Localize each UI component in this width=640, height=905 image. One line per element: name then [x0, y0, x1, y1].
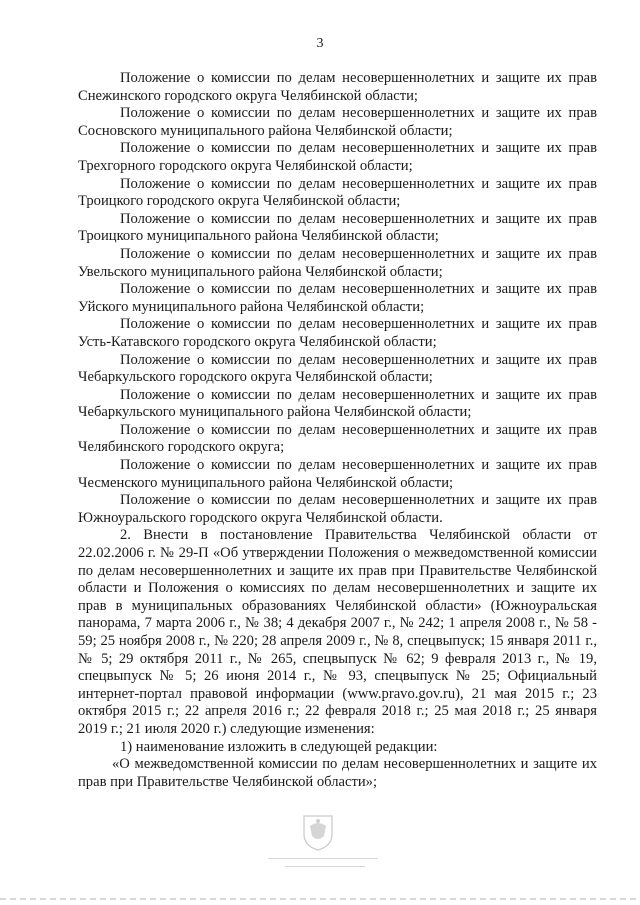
regulation-item-chebarkul-district: Положение о комиссии по делам несовершеннолетних и защите их прав Чебаркульского муниципального района Челябинской области; [78, 386, 597, 421]
new-title-quote: «О межведомственной комиссии по делам несовершеннолетних и защите их прав при Правительстве Челябинской области»; [78, 756, 597, 790]
coat-of-arms-icon [300, 812, 336, 852]
regulation-item-chelyabinsk: Положение о комиссии по делам несовершеннолетних и защите их прав Челябинского городского округа; [78, 421, 597, 456]
regulation-item-snezhinsk: Положение о комиссии по делам несовершеннолетних и защите их прав Снежинского городского округа Челябинской области; [78, 70, 597, 104]
regulation-item-ust-katav: Положение о комиссии по делам несовершеннолетних и защите их прав Усть-Катавского городского округа Челябинской области; [78, 316, 597, 350]
scan-edge [0, 898, 640, 900]
regulation-item-uysky: Положение о комиссии по делам несовершеннолетних и защите их прав Уйского муниципального района Челябинской области; [78, 281, 597, 315]
regulation-item-chebarkul-city: Положение о комиссии по делам несовершеннолетних и защите их прав Чебаркульского городского округа Челябинской области; [78, 351, 597, 386]
regulation-item-yuzhnouralsk: Положение о комиссии по делам несовершеннолетних и защите их прав Южноуральского городского округа Челябинской области. [78, 492, 597, 526]
amendment-subitem-1: 1) наименование изложить в следующей редакции: [120, 738, 438, 755]
regulation-item-sosnovsky: Положение о комиссии по делам несовершеннолетних и защите их прав Сосновского муниципального района Челябинской области; [78, 105, 597, 139]
regulation-item-trekhgorny: Положение о комиссии по делам несовершеннолетних и защите их прав Трехгорного городского округа Челябинской области; [78, 140, 597, 174]
amendment-paragraph: 2. Внести в постановление Правительства Челябинской области от 22.02.2006 г. № 29-П «Об утверждении Положения о межведомственной комиссии по делам несовершеннолетних и защите их прав при Правительстве Челябинской области и Положения о комиссиях по делам несовершеннолетних и защите их прав в муниципальных образованиях Челябинской области» (Южноуральская панорама, 7 марта 2006 г., № 38; 4 декабря 2007 г., № 242; 1 апреля 2008 г., № 58 - 59; 25 ноября 2008 г., № 220; 28 апреля 2009 г., № 8, спецвыпуск; 15 января 2011 г., № 5; 29 октября 2011 г., № 265, спецвыпуск № 62; 9 февраля 2013 г., № 19, спецвыпуск № 5; 26 июня 2014 г., № 93, спецвыпуск № 25; Официальный интернет-портал правовой информации (www.pravo.gov.ru), 21 мая 2015 г.; 23 октября 2015 г.; 22 апреля 2016 г.; 22 февраля 2018 г.; 25 мая 2018 г.; 25 января 2019 г.; 21 июля 2020 г.) следующие изменения: [78, 527, 597, 737]
regulation-item-troitsk-city: Положение о комиссии по делам несовершеннолетних и защите их прав Троицкого городского округа Челябинской области; [78, 175, 597, 210]
regulation-item-uvelsky: Положение о комиссии по делам несовершеннолетних и защите их прав Увельского муниципального района Челябинской области; [78, 245, 597, 280]
regulation-item-troitsk-district: Положение о комиссии по делам несовершеннолетних и защите их прав Троицкого муниципального района Челябинской области; [78, 210, 597, 245]
faint-stamp-line [268, 858, 378, 859]
page-number: 3 [316, 36, 324, 51]
document-body [78, 70, 597, 791]
regulation-item-chesma: Положение о комиссии по делам несовершеннолетних и защите их прав Чесменского муниципального района Челябинской области; [78, 457, 597, 491]
faint-stamp-line [285, 866, 365, 867]
